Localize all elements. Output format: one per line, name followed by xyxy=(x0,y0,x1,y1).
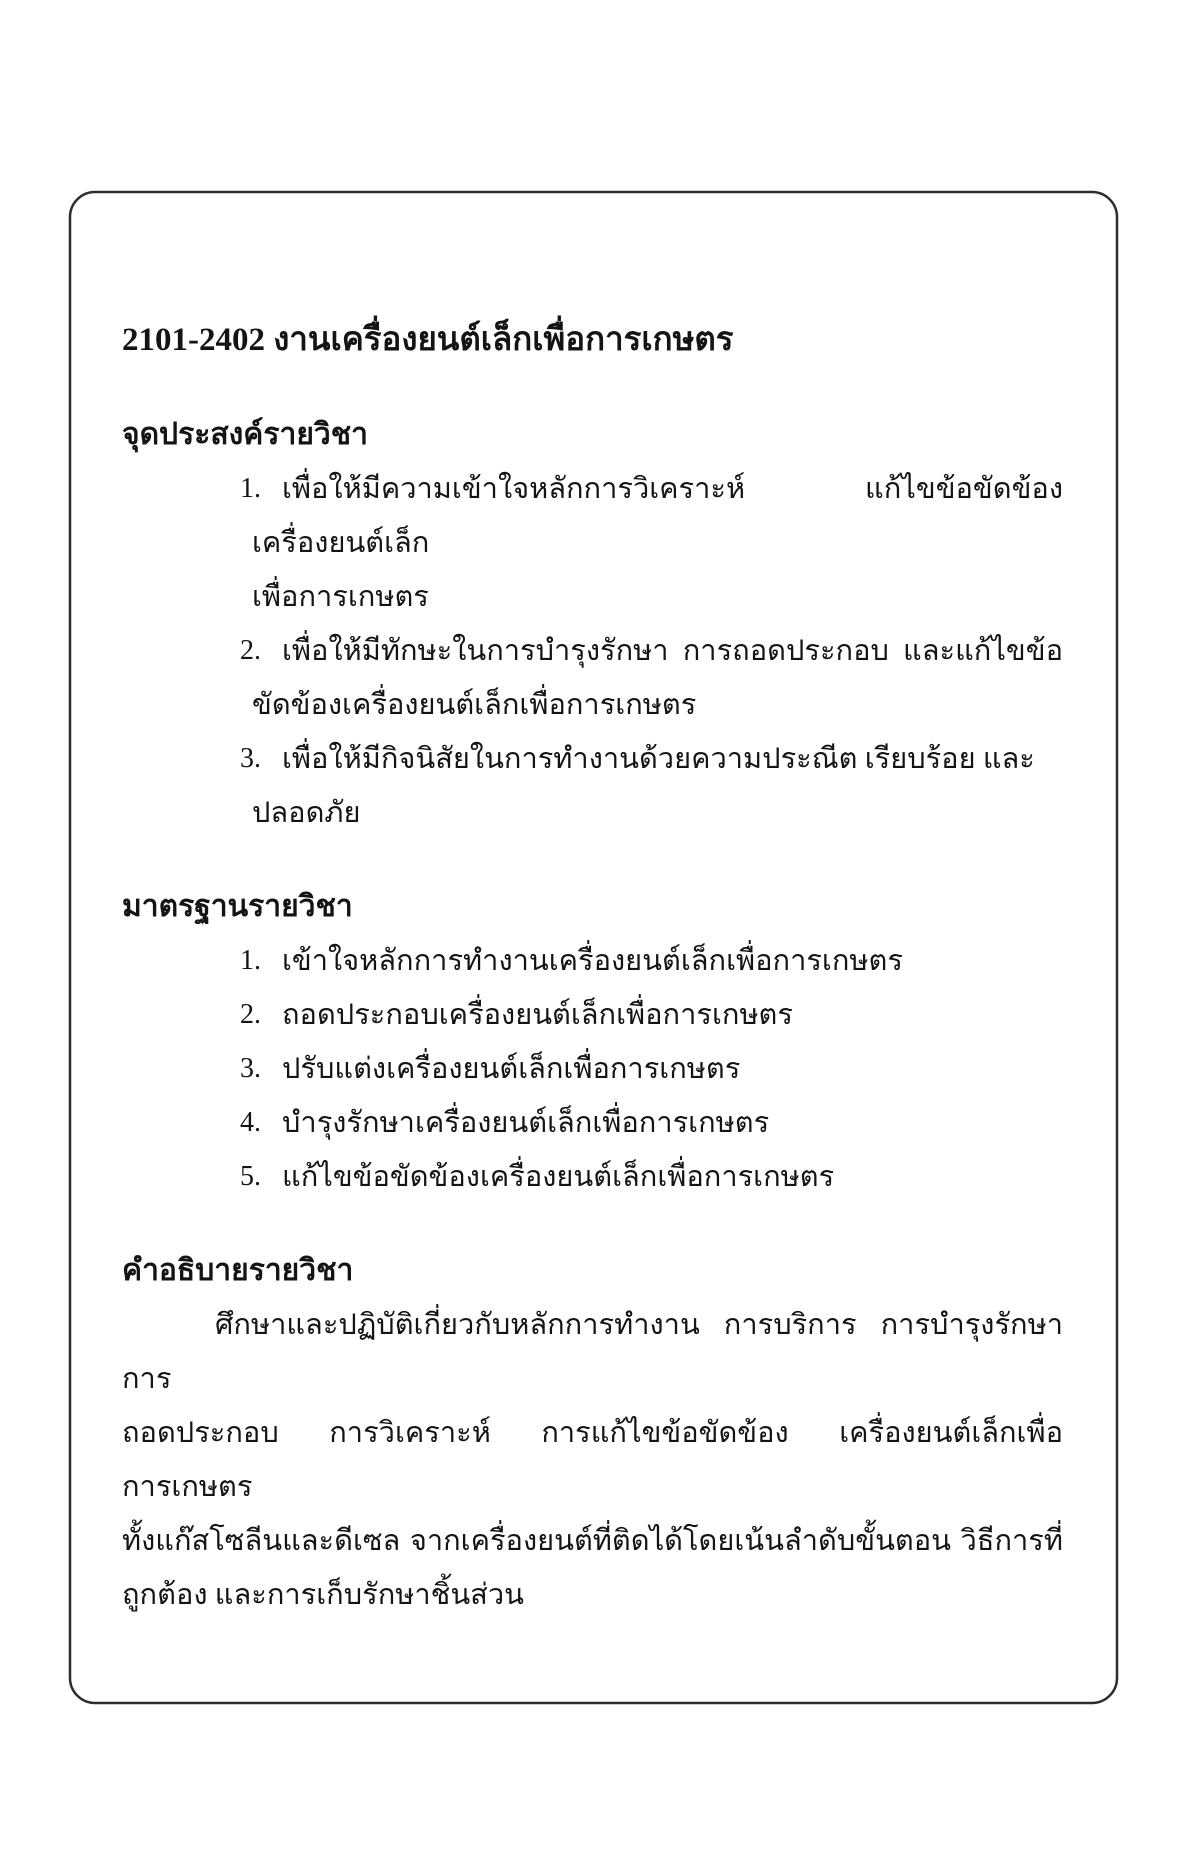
item-number: 2. xyxy=(240,999,261,1030)
objective-item xyxy=(122,732,1063,840)
paragraph-line: ทั้งแก๊สโซลีนและดีเซล จากเครื่องยนต์ที่ติดได้โดยเน้นลำดับขั้นตอน วิธีการที่ xyxy=(122,1525,1063,1557)
item-number: 1. xyxy=(240,945,261,976)
item-line: เพื่อให้มีกิจนิสัยในการทำงานด้วยความประณีต เรียบร้อย และปลอดภัย xyxy=(252,743,1035,829)
item-number: 2. xyxy=(240,635,261,666)
description-heading: คำอธิบายรายวิชา xyxy=(122,1254,354,1287)
item-number: 3. xyxy=(240,743,261,774)
standard-item xyxy=(122,988,1063,1042)
standards-heading: มาตรฐานรายวิชา xyxy=(122,890,353,923)
item-number: 5. xyxy=(240,1161,261,1192)
item-number: 1. xyxy=(240,473,261,504)
section-standards xyxy=(122,880,1063,1204)
objective-item xyxy=(122,462,1063,624)
item-line: บำรุงรักษาเครื่องยนต์เล็กเพื่อการเกษตร xyxy=(282,1107,770,1139)
item-line: เพื่อให้มีทักษะในการบำรุงรักษา การถอดประกอบ และแก้ไขข้อ xyxy=(282,635,1063,667)
paragraph-line: ถอดประกอบ การวิเคราะห์ การแก้ไขข้อขัดข้อง เครื่องยนต์เล็กเพื่อการเกษตร xyxy=(122,1417,1063,1503)
item-line: ปรับแต่งเครื่องยนต์เล็กเพื่อการเกษตร xyxy=(282,1053,741,1085)
standard-item xyxy=(122,1042,1063,1096)
course-title: 2101-2402 งานเครื่องยนต์เล็กเพื่อการเกษตร xyxy=(122,322,734,358)
item-line: เพื่อการเกษตร xyxy=(252,581,429,613)
paragraph-line: ศึกษาและปฏิบัติเกี่ยวกับหลักการทำงาน การบริการ การบำรุงรักษา การ xyxy=(122,1309,1063,1395)
description-paragraph xyxy=(122,1298,1063,1622)
objectives-heading: จุดประสงค์รายวิชา xyxy=(122,418,368,451)
standard-item xyxy=(122,934,1063,988)
item-line: เพื่อให้มีความเข้าใจหลักการวิเคราะห์ แก้ไขข้อขัดข้องเครื่องยนต์เล็ก xyxy=(252,473,1063,559)
section-objectives xyxy=(122,408,1063,840)
item-number: 3. xyxy=(240,1053,261,1084)
section-description xyxy=(122,1244,1063,1622)
objective-item xyxy=(122,624,1063,732)
standard-item xyxy=(122,1150,1063,1204)
item-line: เข้าใจหลักการทำงานเครื่องยนต์เล็กเพื่อการเกษตร xyxy=(282,945,903,977)
item-number: 4. xyxy=(240,1107,261,1138)
item-line: แก้ไขข้อขัดข้องเครื่องยนต์เล็กเพื่อการเกษตร xyxy=(282,1161,835,1193)
item-line: ขัดข้องเครื่องยนต์เล็กเพื่อการเกษตร xyxy=(252,689,697,721)
page-content xyxy=(122,312,1063,1622)
paragraph-line: ถูกต้อง และการเก็บรักษาชิ้นส่วน xyxy=(122,1579,524,1611)
item-line: ถอดประกอบเครื่องยนต์เล็กเพื่อการเกษตร xyxy=(282,999,793,1031)
standard-item xyxy=(122,1096,1063,1150)
